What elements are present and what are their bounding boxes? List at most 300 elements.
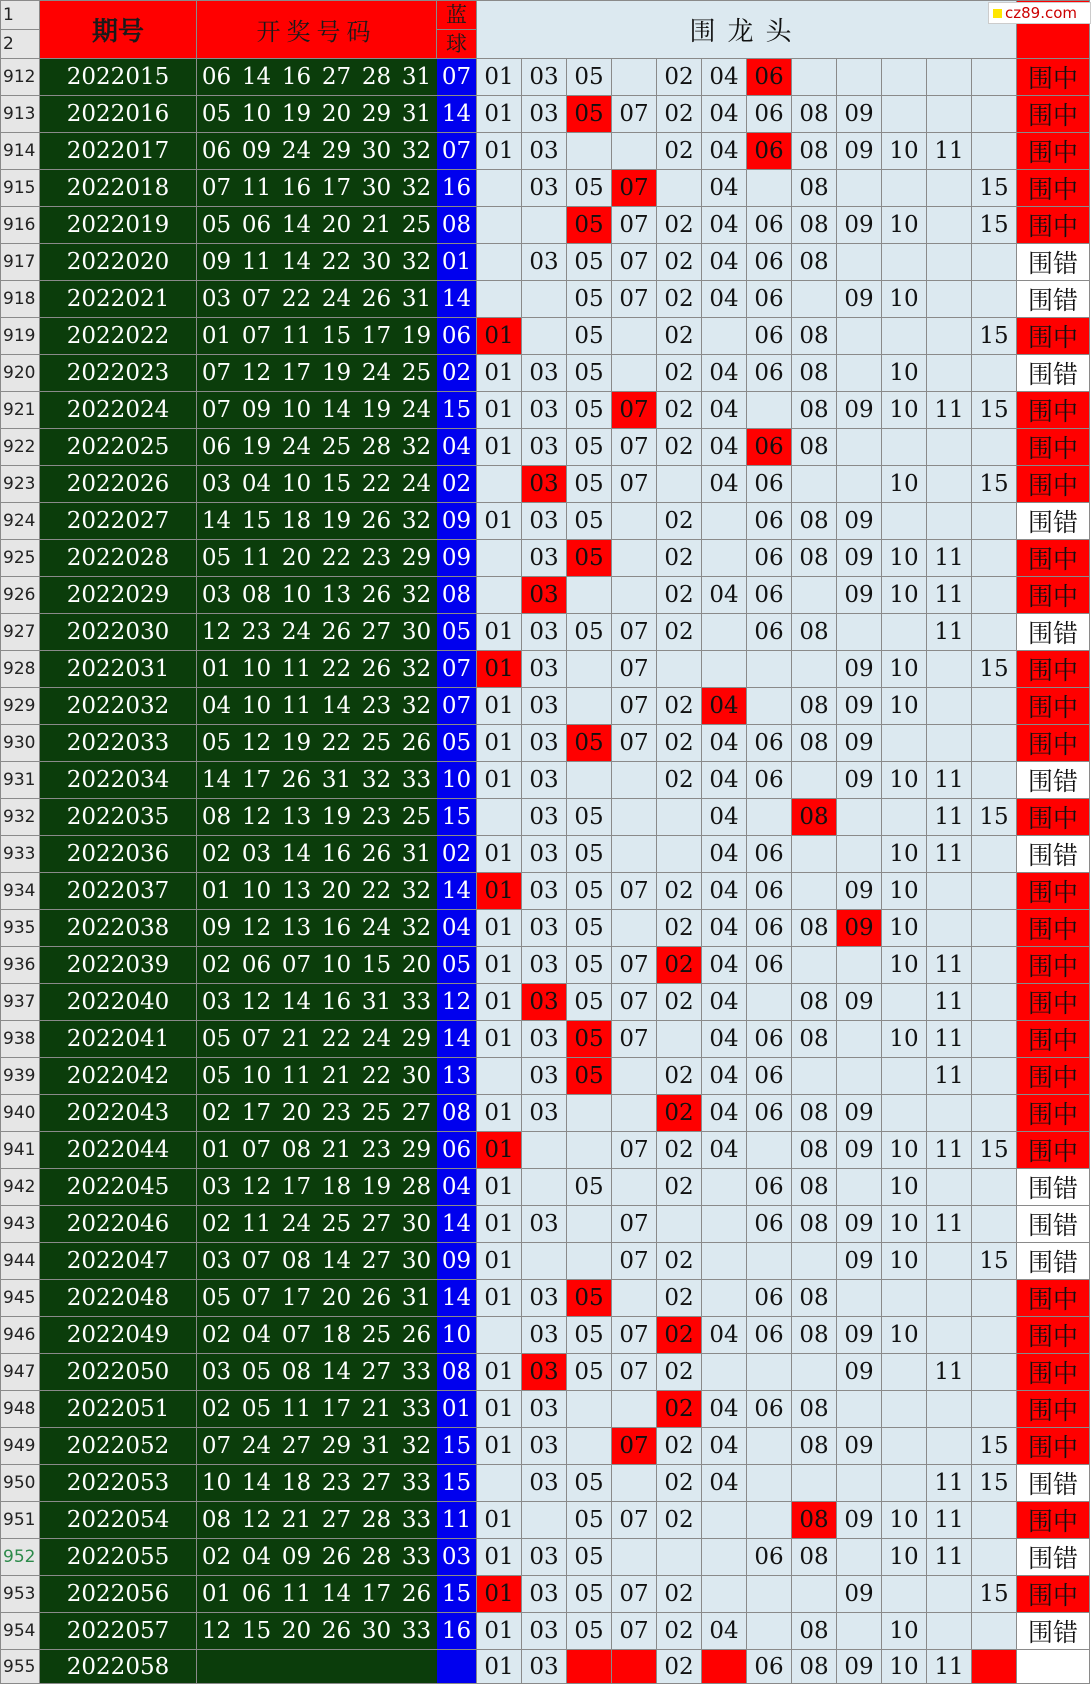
red-ball-cell[interactable]: 05: [197, 96, 237, 133]
red-ball-cell[interactable]: 25: [397, 355, 437, 392]
red-ball-cell[interactable]: 30: [397, 614, 437, 651]
dragon-head-cell[interactable]: 03: [522, 577, 567, 614]
dragon-head-cell[interactable]: 05: [567, 429, 612, 466]
blue-ball-cell[interactable]: 03: [437, 1539, 477, 1576]
dragon-head-cell[interactable]: 09: [837, 1576, 882, 1613]
red-ball-cell[interactable]: 18: [277, 1465, 317, 1502]
result-cell[interactable]: 围中: [1017, 688, 1090, 725]
dragon-head-cell[interactable]: [972, 947, 1017, 984]
dragon-head-cell[interactable]: 01: [477, 984, 522, 1021]
dragon-head-cell[interactable]: [747, 1132, 792, 1169]
dragon-head-cell[interactable]: 02: [657, 1169, 702, 1206]
red-ball-cell[interactable]: 10: [237, 96, 277, 133]
dragon-head-cell[interactable]: 02: [657, 873, 702, 910]
red-ball-cell[interactable]: 05: [237, 1354, 277, 1391]
issue-header[interactable]: 期号: [40, 1, 197, 59]
blue-ball-cell[interactable]: 15: [437, 799, 477, 836]
dragon-head-cell[interactable]: [612, 59, 657, 96]
issue-number-cell[interactable]: 2022018: [40, 170, 197, 207]
dragon-head-cell[interactable]: [702, 1206, 747, 1243]
dragon-head-cell[interactable]: 08: [792, 1206, 837, 1243]
dragon-head-cell[interactable]: 06: [747, 947, 792, 984]
dragon-head-cell[interactable]: 06: [747, 429, 792, 466]
red-ball-cell[interactable]: 14: [317, 688, 357, 725]
red-ball-cell[interactable]: 27: [357, 1206, 397, 1243]
dragon-head-cell[interactable]: 11: [927, 1502, 972, 1539]
result-cell[interactable]: 围中: [1017, 984, 1090, 1021]
result-cell[interactable]: 围错: [1017, 1613, 1090, 1650]
dragon-head-cell[interactable]: 08: [792, 1428, 837, 1465]
row-number[interactable]: 920: [1, 355, 40, 392]
dragon-head-cell[interactable]: [612, 1650, 657, 1684]
dragon-head-cell[interactable]: 07: [612, 429, 657, 466]
red-ball-cell[interactable]: 32: [397, 244, 437, 281]
dragon-head-cell[interactable]: 04: [702, 244, 747, 281]
dragon-head-cell[interactable]: 15: [972, 207, 1017, 244]
red-ball-cell[interactable]: 14: [197, 503, 237, 540]
issue-number-cell[interactable]: 2022035: [40, 799, 197, 836]
dragon-head-cell[interactable]: 04: [702, 1317, 747, 1354]
dragon-head-cell[interactable]: 07: [612, 947, 657, 984]
result-cell[interactable]: 围中: [1017, 96, 1090, 133]
dragon-head-cell[interactable]: 03: [522, 96, 567, 133]
dragon-head-cell[interactable]: [972, 1502, 1017, 1539]
red-ball-cell[interactable]: 27: [397, 1095, 437, 1132]
issue-number-cell[interactable]: 2022024: [40, 392, 197, 429]
row-number[interactable]: 936: [1, 947, 40, 984]
dragon-head-cell[interactable]: [747, 170, 792, 207]
red-ball-cell[interactable]: 02: [197, 947, 237, 984]
dragon-head-cell[interactable]: [837, 947, 882, 984]
row-number[interactable]: 932: [1, 799, 40, 836]
red-ball-cell[interactable]: 30: [357, 1613, 397, 1650]
dragon-head-cell[interactable]: 08: [792, 1613, 837, 1650]
dragon-head-cell[interactable]: 03: [522, 725, 567, 762]
result-cell[interactable]: 围中: [1017, 1354, 1090, 1391]
red-ball-cell[interactable]: 19: [357, 392, 397, 429]
red-ball-cell[interactable]: 03: [197, 577, 237, 614]
blue-ball-cell[interactable]: 14: [437, 873, 477, 910]
dragon-head-cell[interactable]: [972, 1317, 1017, 1354]
red-ball-cell[interactable]: 22: [357, 466, 397, 503]
dragon-head-cell[interactable]: 01: [477, 762, 522, 799]
dragon-head-cell[interactable]: 09: [837, 984, 882, 1021]
dragon-head-cell[interactable]: 01: [477, 1169, 522, 1206]
red-ball-cell[interactable]: 03: [197, 466, 237, 503]
red-ball-cell[interactable]: 31: [397, 1280, 437, 1317]
red-ball-cell[interactable]: 24: [357, 1021, 397, 1058]
dragon-head-cell[interactable]: [747, 799, 792, 836]
dragon-head-cell[interactable]: 02: [657, 1058, 702, 1095]
dragon-head-cell[interactable]: 01: [477, 1613, 522, 1650]
dragon-head-cell[interactable]: 05: [567, 281, 612, 318]
red-ball-cell[interactable]: 32: [357, 762, 397, 799]
dragon-head-cell[interactable]: 02: [657, 133, 702, 170]
dragon-head-cell[interactable]: 06: [747, 1317, 792, 1354]
dragon-head-cell[interactable]: 05: [567, 318, 612, 355]
dragon-head-cell[interactable]: [927, 651, 972, 688]
red-ball-cell[interactable]: 28: [357, 59, 397, 96]
red-ball-cell[interactable]: 04: [237, 466, 277, 503]
dragon-head-cell[interactable]: [972, 1021, 1017, 1058]
red-ball-cell[interactable]: 22: [357, 1058, 397, 1095]
dragon-head-cell[interactable]: [972, 244, 1017, 281]
red-ball-cell[interactable]: 33: [397, 1613, 437, 1650]
dragon-head-cell[interactable]: 04: [702, 133, 747, 170]
dragon-head-cell[interactable]: [882, 1465, 927, 1502]
red-ball-cell[interactable]: 26: [357, 503, 397, 540]
blue-ball-cell[interactable]: 08: [437, 577, 477, 614]
dragon-head-cell[interactable]: [837, 318, 882, 355]
result-cell[interactable]: 围错: [1017, 1243, 1090, 1280]
blue-ball-cell[interactable]: 15: [437, 392, 477, 429]
red-ball-cell[interactable]: 28: [397, 1169, 437, 1206]
red-ball-cell[interactable]: 10: [237, 873, 277, 910]
red-ball-cell[interactable]: 16: [317, 910, 357, 947]
red-ball-cell[interactable]: 10: [197, 1465, 237, 1502]
dragon-head-cell[interactable]: 03: [522, 1021, 567, 1058]
dragon-head-cell[interactable]: [927, 59, 972, 96]
dragon-head-cell[interactable]: [567, 762, 612, 799]
red-ball-cell[interactable]: 11: [237, 540, 277, 577]
dragon-head-cell[interactable]: 11: [927, 1650, 972, 1684]
dragon-head-cell[interactable]: 09: [837, 392, 882, 429]
red-ball-cell[interactable]: 29: [397, 1021, 437, 1058]
red-ball-cell[interactable]: 21: [317, 1132, 357, 1169]
dragon-head-cell[interactable]: 09: [837, 96, 882, 133]
dragon-head-cell[interactable]: [522, 318, 567, 355]
red-ball-cell[interactable]: 08: [197, 1502, 237, 1539]
red-ball-cell[interactable]: 15: [357, 947, 397, 984]
dragon-head-cell[interactable]: [747, 984, 792, 1021]
red-ball-cell[interactable]: 32: [397, 688, 437, 725]
red-ball-cell[interactable]: 27: [357, 1354, 397, 1391]
dragon-head-cell[interactable]: 01: [477, 836, 522, 873]
red-ball-cell[interactable]: [357, 1650, 397, 1684]
red-ball-cell[interactable]: 22: [317, 1021, 357, 1058]
dragon-head-cell[interactable]: 02: [657, 947, 702, 984]
dragon-head-cell[interactable]: 07: [612, 1206, 657, 1243]
dragon-head-cell[interactable]: 03: [522, 1280, 567, 1317]
dragon-head-cell[interactable]: 02: [657, 577, 702, 614]
dragon-head-cell[interactable]: [522, 281, 567, 318]
dragon-head-cell[interactable]: 04: [702, 170, 747, 207]
issue-number-cell[interactable]: 2022034: [40, 762, 197, 799]
dragon-head-cell[interactable]: [792, 1354, 837, 1391]
dragon-head-cell[interactable]: [882, 503, 927, 540]
result-cell[interactable]: 围中: [1017, 1576, 1090, 1613]
red-ball-cell[interactable]: 16: [277, 170, 317, 207]
dragon-head-cell[interactable]: 05: [567, 799, 612, 836]
red-ball-cell[interactable]: 24: [397, 392, 437, 429]
dragon-head-cell[interactable]: [567, 1650, 612, 1684]
red-ball-cell[interactable]: 27: [277, 1428, 317, 1465]
row-number[interactable]: 915: [1, 170, 40, 207]
dragon-head-cell[interactable]: [972, 355, 1017, 392]
red-ball-cell[interactable]: 12: [237, 799, 277, 836]
red-ball-cell[interactable]: 27: [357, 1465, 397, 1502]
dragon-head-cell[interactable]: 06: [747, 207, 792, 244]
red-ball-cell[interactable]: 11: [277, 1391, 317, 1428]
dragon-head-cell[interactable]: [612, 1095, 657, 1132]
dragon-head-cell[interactable]: [972, 1058, 1017, 1095]
dragon-head-cell[interactable]: [927, 429, 972, 466]
red-ball-cell[interactable]: 07: [237, 1280, 277, 1317]
dragon-head-cell[interactable]: [837, 429, 882, 466]
issue-number-cell[interactable]: 2022045: [40, 1169, 197, 1206]
dragon-head-cell[interactable]: 06: [747, 1650, 792, 1684]
blue-ball-cell[interactable]: 05: [437, 614, 477, 651]
red-ball-cell[interactable]: 02: [197, 836, 237, 873]
red-ball-cell[interactable]: 07: [197, 1428, 237, 1465]
red-ball-cell[interactable]: 10: [277, 392, 317, 429]
dragon-head-cell[interactable]: 08: [792, 244, 837, 281]
red-ball-cell[interactable]: 29: [397, 1132, 437, 1169]
red-ball-cell[interactable]: 11: [237, 244, 277, 281]
dragon-head-cell[interactable]: [972, 1354, 1017, 1391]
result-cell[interactable]: 围中: [1017, 59, 1090, 96]
dragon-head-cell[interactable]: 04: [702, 947, 747, 984]
blue-ball-cell[interactable]: 14: [437, 96, 477, 133]
dragon-head-cell[interactable]: [702, 1650, 747, 1684]
dragon-head-cell[interactable]: 01: [477, 1206, 522, 1243]
red-ball-cell[interactable]: 33: [397, 1354, 437, 1391]
dragon-head-cell[interactable]: 02: [657, 1132, 702, 1169]
blue-ball-cell[interactable]: 04: [437, 1169, 477, 1206]
red-ball-cell[interactable]: 06: [237, 1576, 277, 1613]
dragon-head-cell[interactable]: [882, 96, 927, 133]
dragon-head-cell[interactable]: [882, 1391, 927, 1428]
red-ball-cell[interactable]: [397, 1650, 437, 1684]
row-number[interactable]: 914: [1, 133, 40, 170]
dragon-head-cell[interactable]: 04: [702, 1465, 747, 1502]
red-ball-cell[interactable]: 05: [237, 1391, 277, 1428]
dragon-head-cell[interactable]: 06: [747, 1169, 792, 1206]
dragon-head-cell[interactable]: [567, 651, 612, 688]
dragon-head-cell[interactable]: 08: [792, 318, 837, 355]
red-ball-cell[interactable]: 28: [357, 1539, 397, 1576]
dragon-head-cell[interactable]: 03: [522, 651, 567, 688]
red-ball-cell[interactable]: 02: [197, 1206, 237, 1243]
red-ball-cell[interactable]: 26: [357, 577, 397, 614]
blue-ball-cell[interactable]: 05: [437, 725, 477, 762]
dragon-head-cell[interactable]: [612, 503, 657, 540]
row-number[interactable]: 2: [1, 30, 40, 59]
dragon-head-cell[interactable]: [612, 1280, 657, 1317]
red-ball-cell[interactable]: 14: [197, 762, 237, 799]
red-ball-cell[interactable]: 30: [397, 1058, 437, 1095]
dragon-head-cell[interactable]: 03: [522, 133, 567, 170]
dragon-head-cell[interactable]: 01: [477, 947, 522, 984]
issue-number-cell[interactable]: 2022033: [40, 725, 197, 762]
red-ball-cell[interactable]: 26: [397, 725, 437, 762]
dragon-head-cell[interactable]: 10: [882, 466, 927, 503]
dragon-head-cell[interactable]: 06: [747, 466, 792, 503]
dragon-head-cell[interactable]: 10: [882, 1169, 927, 1206]
dragon-head-cell[interactable]: [972, 281, 1017, 318]
dragon-head-cell[interactable]: 02: [657, 207, 702, 244]
red-ball-cell[interactable]: 15: [317, 318, 357, 355]
dragon-head-cell[interactable]: [927, 1169, 972, 1206]
dragon-head-cell[interactable]: [477, 577, 522, 614]
dragon-head-cell[interactable]: 05: [567, 1576, 612, 1613]
dragon-head-cell[interactable]: [747, 392, 792, 429]
dragon-head-cell[interactable]: 06: [747, 540, 792, 577]
red-ball-cell[interactable]: 27: [317, 1502, 357, 1539]
dragon-head-cell[interactable]: 08: [792, 133, 837, 170]
red-ball-cell[interactable]: 17: [317, 170, 357, 207]
dragon-head-cell[interactable]: 02: [657, 1317, 702, 1354]
dragon-head-cell[interactable]: [747, 651, 792, 688]
dragon-head-cell[interactable]: [567, 1391, 612, 1428]
dragon-head-cell[interactable]: [477, 466, 522, 503]
blue-ball-cell[interactable]: 15: [437, 1428, 477, 1465]
dragon-head-cell[interactable]: [972, 96, 1017, 133]
red-ball-cell[interactable]: 07: [197, 355, 237, 392]
dragon-head-cell[interactable]: 01: [477, 392, 522, 429]
red-ball-cell[interactable]: 10: [237, 651, 277, 688]
row-number[interactable]: 953: [1, 1576, 40, 1613]
dragon-head-cell[interactable]: 08: [792, 1317, 837, 1354]
dragon-head-cell[interactable]: [657, 466, 702, 503]
dragon-head-cell[interactable]: [972, 1280, 1017, 1317]
dragon-head-cell[interactable]: [657, 170, 702, 207]
dragon-head-cell[interactable]: 06: [747, 1280, 792, 1317]
dragon-head-cell[interactable]: 08: [792, 1280, 837, 1317]
dragon-head-cell[interactable]: 05: [567, 1021, 612, 1058]
dragon-head-cell[interactable]: 11: [927, 392, 972, 429]
red-ball-cell[interactable]: 01: [197, 1576, 237, 1613]
dragon-head-cell[interactable]: 02: [657, 355, 702, 392]
dragon-head-cell[interactable]: [972, 1539, 1017, 1576]
dragon-head-cell[interactable]: [882, 1095, 927, 1132]
row-number[interactable]: 943: [1, 1206, 40, 1243]
dragon-head-cell[interactable]: [972, 836, 1017, 873]
red-ball-cell[interactable]: 17: [237, 762, 277, 799]
red-ball-cell[interactable]: 12: [197, 614, 237, 651]
dragon-head-cell[interactable]: 08: [792, 1539, 837, 1576]
dragon-head-cell[interactable]: [477, 244, 522, 281]
dragon-head-cell[interactable]: [567, 1132, 612, 1169]
dragon-head-cell[interactable]: 01: [477, 1354, 522, 1391]
dragon-head-cell[interactable]: 03: [522, 614, 567, 651]
dragon-head-cell[interactable]: 09: [837, 540, 882, 577]
sheet-title[interactable]: 围龙头: [477, 1, 1017, 59]
blue-ball-cell[interactable]: 02: [437, 836, 477, 873]
dragon-head-cell[interactable]: 06: [747, 1095, 792, 1132]
dragon-head-cell[interactable]: [972, 577, 1017, 614]
dragon-head-cell[interactable]: 01: [477, 910, 522, 947]
dragon-head-cell[interactable]: 05: [567, 503, 612, 540]
result-cell[interactable]: 围错: [1017, 614, 1090, 651]
dragon-head-cell[interactable]: 11: [927, 1539, 972, 1576]
red-ball-cell[interactable]: 04: [237, 1539, 277, 1576]
dragon-head-cell[interactable]: 08: [792, 170, 837, 207]
dragon-head-cell[interactable]: 15: [972, 1465, 1017, 1502]
dragon-head-cell[interactable]: [972, 429, 1017, 466]
result-cell[interactable]: 围中: [1017, 947, 1090, 984]
red-ball-cell[interactable]: 10: [317, 947, 357, 984]
dragon-head-cell[interactable]: 10: [882, 577, 927, 614]
dragon-head-cell[interactable]: 07: [612, 207, 657, 244]
row-number[interactable]: 912: [1, 59, 40, 96]
red-ball-cell[interactable]: 14: [277, 207, 317, 244]
red-ball-cell[interactable]: 31: [397, 836, 437, 873]
red-ball-cell[interactable]: 30: [357, 133, 397, 170]
red-ball-cell[interactable]: 27: [357, 1243, 397, 1280]
dragon-head-cell[interactable]: 05: [567, 1502, 612, 1539]
red-ball-cell[interactable]: 09: [237, 392, 277, 429]
red-ball-cell[interactable]: 20: [277, 540, 317, 577]
red-ball-cell[interactable]: 21: [357, 207, 397, 244]
dragon-head-cell[interactable]: 04: [702, 59, 747, 96]
red-ball-cell[interactable]: 07: [277, 1317, 317, 1354]
dragon-head-cell[interactable]: 02: [657, 429, 702, 466]
dragon-head-cell[interactable]: 07: [612, 873, 657, 910]
red-ball-cell[interactable]: 21: [277, 1502, 317, 1539]
dragon-head-cell[interactable]: [927, 910, 972, 947]
dragon-head-cell[interactable]: 09: [837, 577, 882, 614]
dragon-head-cell[interactable]: 10: [882, 1206, 927, 1243]
red-ball-cell[interactable]: 03: [237, 836, 277, 873]
dragon-head-cell[interactable]: 09: [837, 1317, 882, 1354]
dragon-head-cell[interactable]: 08: [792, 688, 837, 725]
issue-number-cell[interactable]: 2022048: [40, 1280, 197, 1317]
dragon-head-cell[interactable]: 07: [612, 1502, 657, 1539]
dragon-head-cell[interactable]: [882, 1058, 927, 1095]
dragon-head-cell[interactable]: 07: [612, 466, 657, 503]
red-ball-cell[interactable]: 15: [237, 503, 277, 540]
dragon-head-cell[interactable]: [477, 1317, 522, 1354]
dragon-head-cell[interactable]: [612, 1391, 657, 1428]
red-ball-cell[interactable]: 14: [317, 1243, 357, 1280]
dragon-head-cell[interactable]: [702, 1539, 747, 1576]
dragon-head-cell[interactable]: 03: [522, 59, 567, 96]
dragon-head-cell[interactable]: 06: [747, 96, 792, 133]
dragon-head-cell[interactable]: 01: [477, 59, 522, 96]
dragon-head-cell[interactable]: [882, 1354, 927, 1391]
dragon-head-cell[interactable]: 10: [882, 1650, 927, 1684]
red-ball-cell[interactable]: [237, 1650, 277, 1684]
red-ball-cell[interactable]: 22: [317, 244, 357, 281]
dragon-head-cell[interactable]: [747, 1354, 792, 1391]
dragon-head-cell[interactable]: [612, 318, 657, 355]
dragon-head-cell[interactable]: 08: [792, 96, 837, 133]
dragon-head-cell[interactable]: [837, 614, 882, 651]
dragon-head-cell[interactable]: 15: [972, 1243, 1017, 1280]
dragon-head-cell[interactable]: 08: [792, 1502, 837, 1539]
row-number[interactable]: 927: [1, 614, 40, 651]
dragon-head-cell[interactable]: 01: [477, 503, 522, 540]
red-ball-cell[interactable]: 11: [277, 651, 317, 688]
red-ball-cell[interactable]: 08: [277, 1243, 317, 1280]
dragon-head-cell[interactable]: 07: [612, 392, 657, 429]
red-ball-cell[interactable]: 24: [277, 614, 317, 651]
red-ball-cell[interactable]: 14: [277, 244, 317, 281]
dragon-head-cell[interactable]: 11: [927, 1021, 972, 1058]
issue-number-cell[interactable]: 2022053: [40, 1465, 197, 1502]
row-number[interactable]: 942: [1, 1169, 40, 1206]
dragon-head-cell[interactable]: 02: [657, 1465, 702, 1502]
dragon-head-cell[interactable]: 10: [882, 1243, 927, 1280]
dragon-head-cell[interactable]: 10: [882, 651, 927, 688]
dragon-head-cell[interactable]: 10: [882, 910, 927, 947]
red-ball-cell[interactable]: 16: [317, 984, 357, 1021]
issue-number-cell[interactable]: 2022041: [40, 1021, 197, 1058]
dragon-head-cell[interactable]: 06: [747, 503, 792, 540]
red-ball-cell[interactable]: 16: [317, 836, 357, 873]
row-number[interactable]: 925: [1, 540, 40, 577]
